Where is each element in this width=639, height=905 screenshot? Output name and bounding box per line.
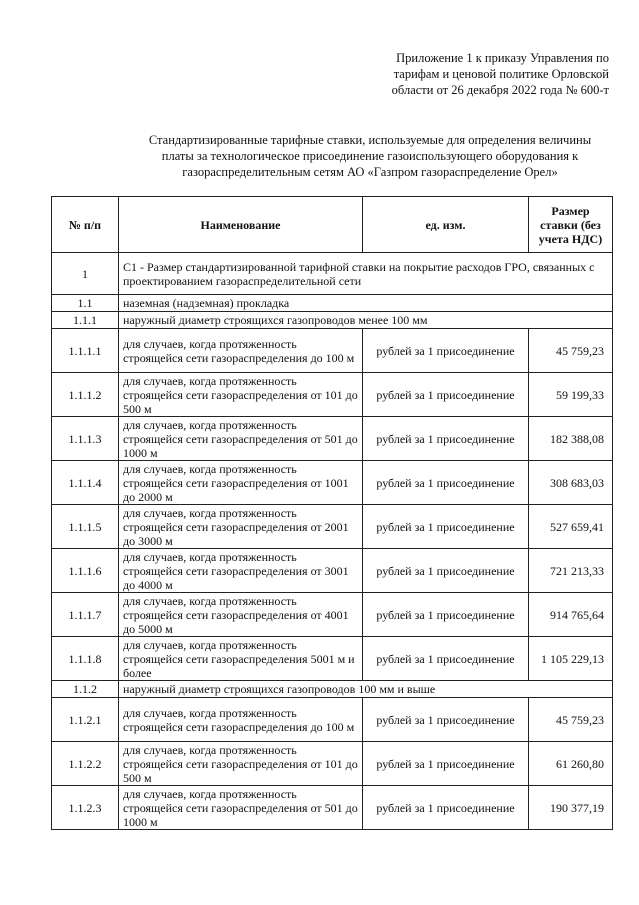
table-row: [52, 505, 613, 549]
table-row: [52, 742, 613, 786]
row-unit: рублей за 1 присоединение: [363, 549, 529, 593]
appendix-line: тарифам и ценовой политике Орловской: [393, 67, 609, 81]
row-value: 1 105 229,13: [529, 637, 613, 681]
title-line: платы за технологическое присоединение газоиспользующего оборудования к: [161, 149, 579, 163]
row-number: 1.1.1.4: [52, 461, 119, 505]
row-unit: рублей за 1 присоединение: [363, 742, 529, 786]
row-unit: рублей за 1 присоединение: [363, 505, 529, 549]
row-number: 1.1.1.1: [52, 329, 119, 373]
table-row: [52, 295, 613, 312]
row-unit: рублей за 1 присоединение: [363, 593, 529, 637]
row-unit: рублей за 1 присоединение: [363, 417, 529, 461]
row-number: 1.1.1.8: [52, 637, 119, 681]
row-number: 1.1.2.3: [52, 786, 119, 830]
row-name: для случаев, когда протяженность строящейся сети газораспределения от 101 до 500 м: [119, 742, 363, 786]
row-name: для случаев, когда протяженность строящейся сети газораспределения 5001 м и более: [119, 637, 363, 681]
row-name: С1 - Размер стандартизированной тарифной ставки на покрытие расходов ГРО, связанных с проектированием газораспределительной сети: [119, 253, 613, 295]
row-value: 527 659,41: [529, 505, 613, 549]
row-number: 1.1.2.1: [52, 698, 119, 742]
row-unit: рублей за 1 присоединение: [363, 786, 529, 830]
table-row: [52, 593, 613, 637]
row-number: 1.1.2.2: [52, 742, 119, 786]
row-number: 1.1: [52, 295, 119, 312]
row-name: наружный диаметр строящихся газопроводов менее 100 мм: [119, 312, 613, 329]
row-name: для случаев, когда протяженность строящейся сети газораспределения от 2001 до 3000 м: [119, 505, 363, 549]
title-line: газораспределительным сетям АО «Газпром газораспределение Орел»: [182, 165, 558, 179]
row-value: 914 765,64: [529, 593, 613, 637]
row-value: 182 388,08: [529, 417, 613, 461]
row-number: 1: [52, 253, 119, 295]
row-number: 1.1.2: [52, 681, 119, 698]
table-header-row: [52, 197, 613, 253]
appendix-note: [369, 50, 609, 98]
row-number: 1.1.1.2: [52, 373, 119, 417]
table-row: [52, 373, 613, 417]
row-value: 61 260,80: [529, 742, 613, 786]
row-unit: рублей за 1 присоединение: [363, 698, 529, 742]
tariff-table: [51, 196, 613, 830]
table-row: [52, 417, 613, 461]
column-header-name: Наименование: [119, 197, 363, 253]
row-name: для случаев, когда протяженность строящейся сети газораспределения от 101 до 500 м: [119, 373, 363, 417]
row-value: 45 759,23: [529, 698, 613, 742]
row-number: 1.1.1.6: [52, 549, 119, 593]
appendix-line: области от 26 декабря 2022 года № 600-т: [391, 83, 609, 97]
table-row: [52, 312, 613, 329]
column-header-unit: ед. изм.: [363, 197, 529, 253]
table-row: [52, 698, 613, 742]
row-name: для случаев, когда протяженность строящейся сети газораспределения от 1001 до 2000 м: [119, 461, 363, 505]
row-unit: рублей за 1 присоединение: [363, 461, 529, 505]
row-name: для случаев, когда протяженность строящейся сети газораспределения от 3001 до 4000 м: [119, 549, 363, 593]
table-row: [52, 681, 613, 698]
row-unit: рублей за 1 присоединение: [363, 329, 529, 373]
title-line: Стандартизированные тарифные ставки, используемые для определения величины: [148, 133, 592, 147]
column-header-rate: Размер ставки (без учета НДС): [529, 197, 613, 253]
row-number: 1.1.1.5: [52, 505, 119, 549]
row-value: 308 683,03: [529, 461, 613, 505]
row-number: 1.1.1.7: [52, 593, 119, 637]
document-title: [110, 132, 630, 180]
row-value: 45 759,23: [529, 329, 613, 373]
row-number: 1.1.1.3: [52, 417, 119, 461]
table-row: [52, 549, 613, 593]
row-unit: рублей за 1 присоединение: [363, 373, 529, 417]
row-name: для случаев, когда протяженность строящейся сети газораспределения от 501 до 1000 м: [119, 417, 363, 461]
table-row: [52, 329, 613, 373]
row-unit: рублей за 1 присоединение: [363, 637, 529, 681]
row-name: для случаев, когда протяженность строящейся сети газораспределения от 501 до 1000 м: [119, 786, 363, 830]
row-name: наземная (надземная) прокладка: [119, 295, 613, 312]
row-name: для случаев, когда протяженность строящейся сети газораспределения до 100 м: [119, 698, 363, 742]
row-name: наружный диаметр строящихся газопроводов 100 мм и выше: [119, 681, 613, 698]
appendix-line: Приложение 1 к приказу Управления по: [396, 51, 609, 65]
row-value: 190 377,19: [529, 786, 613, 830]
row-name: для случаев, когда протяженность строящейся сети газораспределения до 100 м: [119, 329, 363, 373]
table-row: [52, 461, 613, 505]
row-number: 1.1.1: [52, 312, 119, 329]
table-row: [52, 253, 613, 295]
row-value: 721 213,33: [529, 549, 613, 593]
column-header-num: № п/п: [52, 197, 119, 253]
table-row: [52, 786, 613, 830]
table-row: [52, 637, 613, 681]
row-name: для случаев, когда протяженность строящейся сети газораспределения от 4001 до 5000 м: [119, 593, 363, 637]
row-value: 59 199,33: [529, 373, 613, 417]
